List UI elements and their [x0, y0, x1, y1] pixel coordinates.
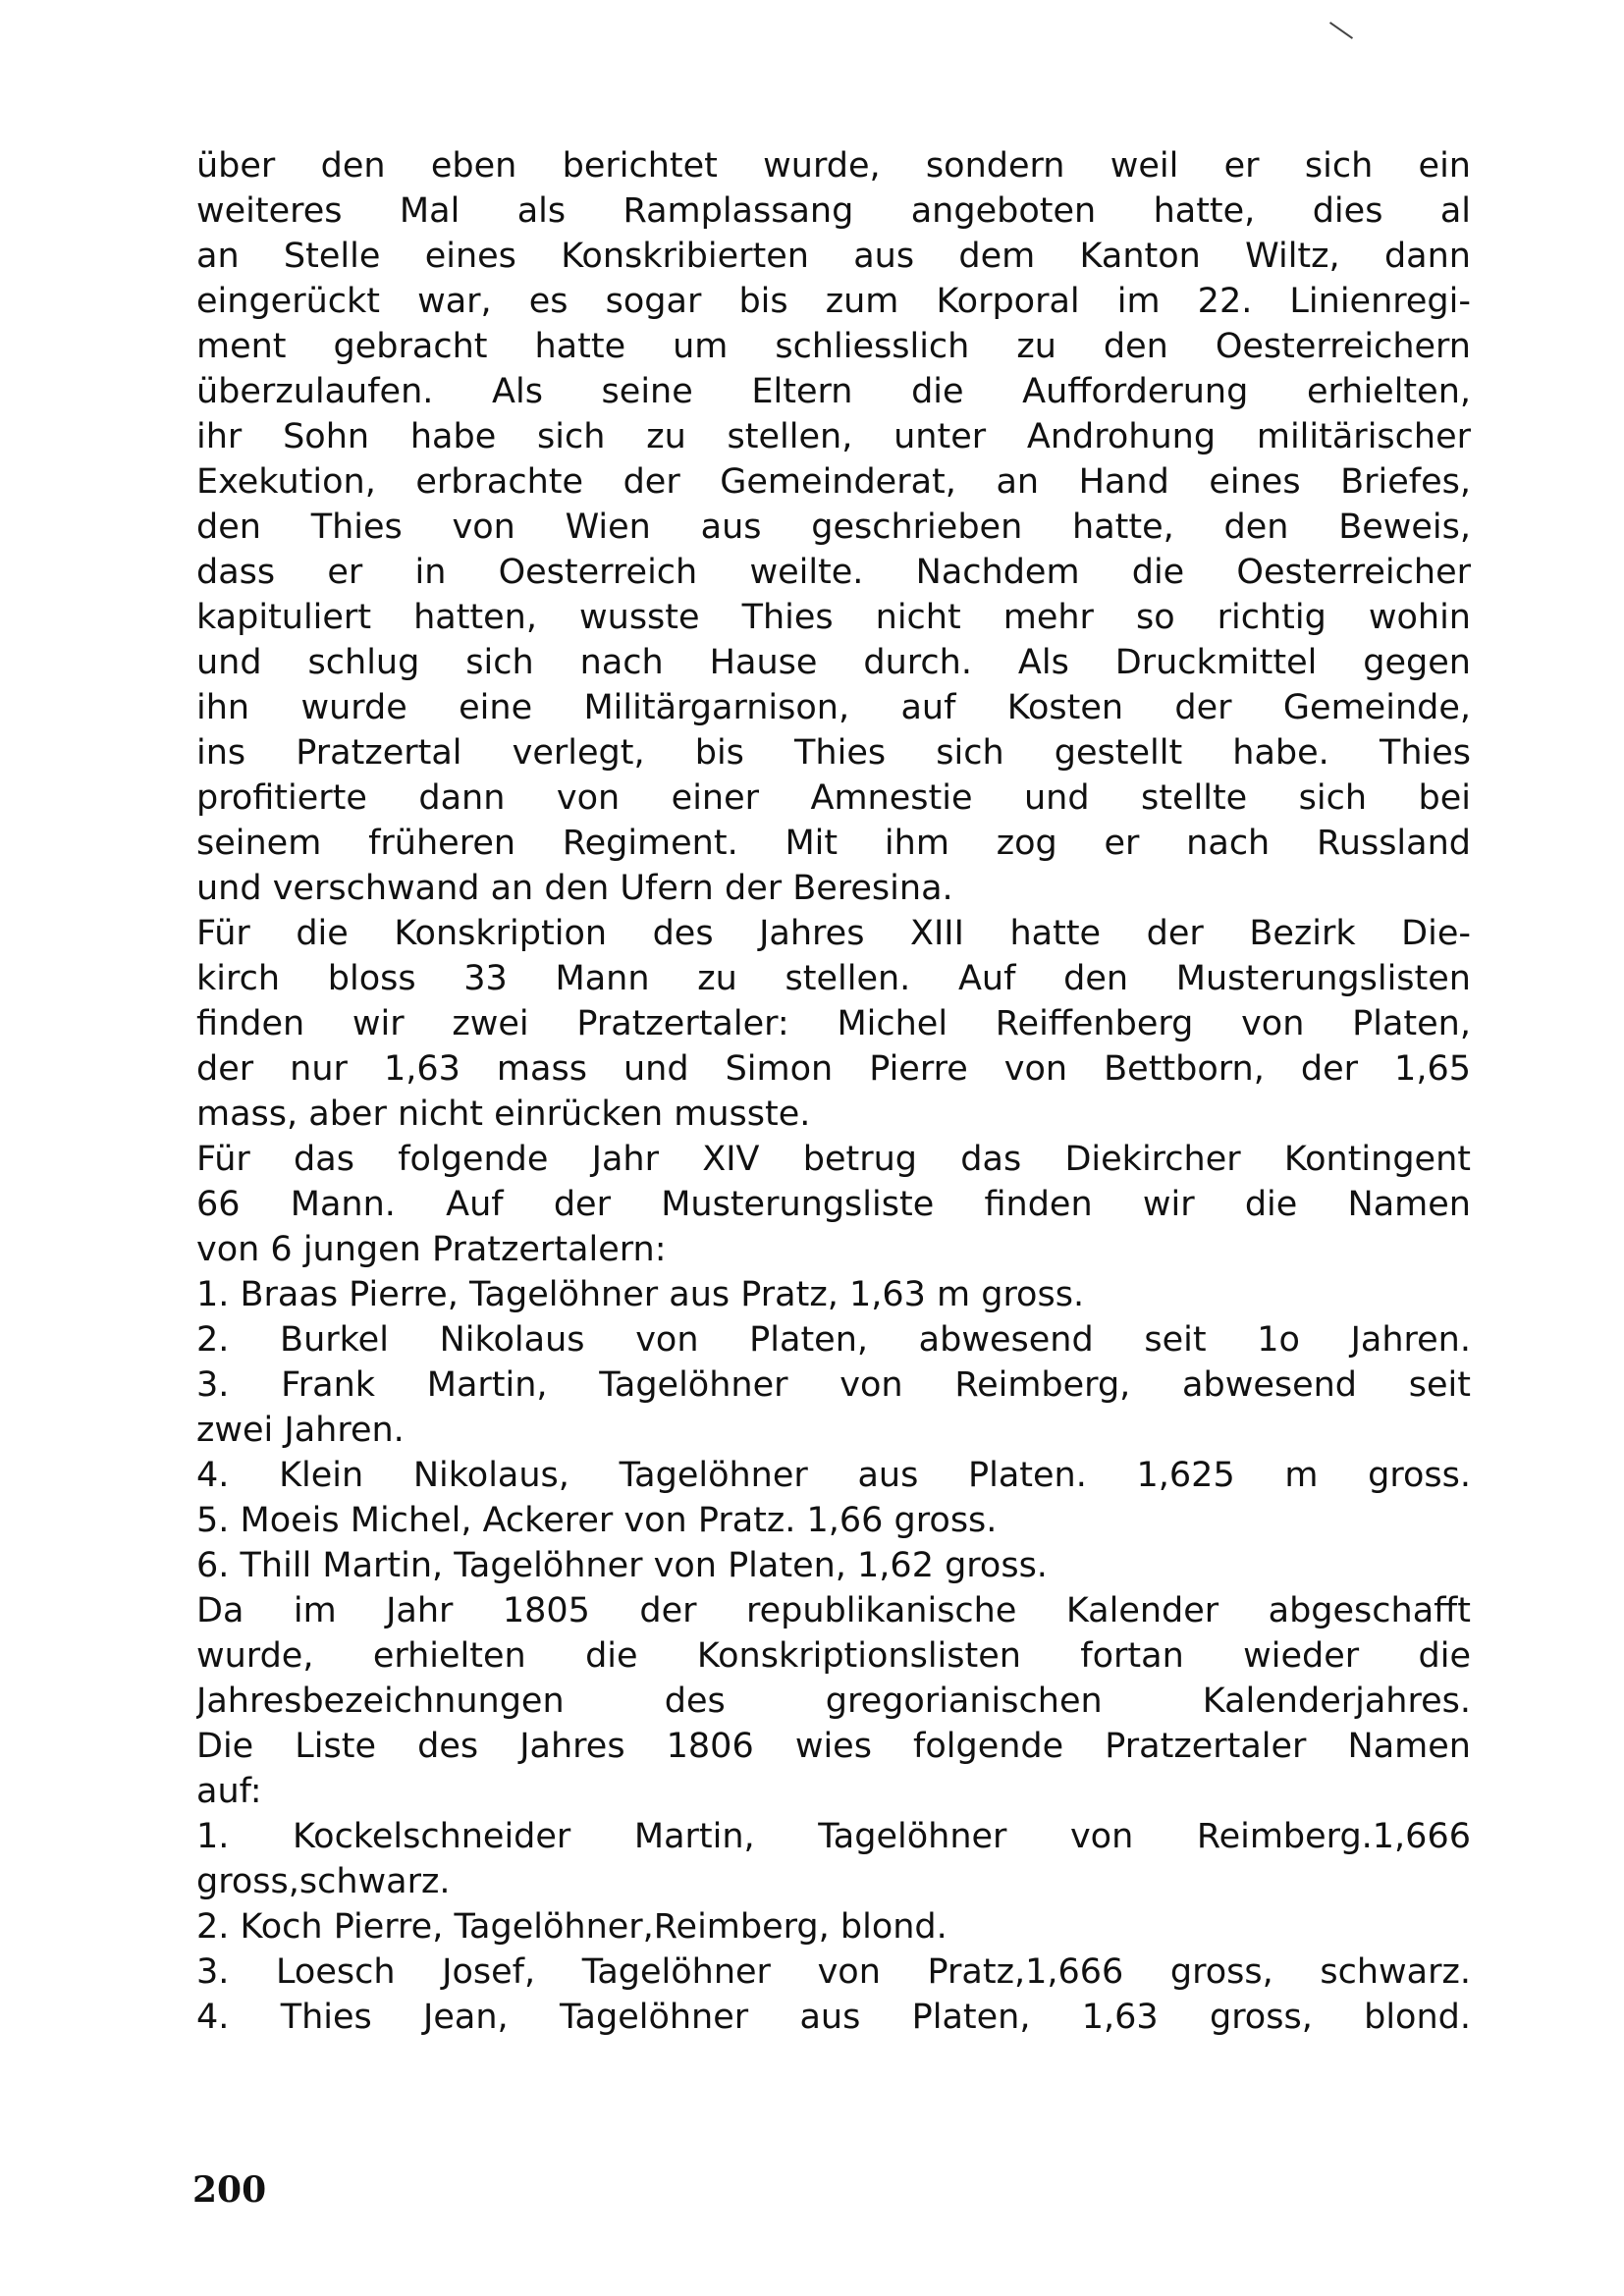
- text-line: wurde, erhielten die Konskriptionslisten fortan wieder die: [196, 1636, 1471, 1676]
- text-line: 6. Thill Martin, Tagelöhner von Platen, 1,62 gross.: [196, 1546, 1048, 1585]
- paragraph: [196, 1588, 1471, 1814]
- text-line: Jahresbezeichnungen des gregorianischen Kalenderjahres.: [196, 1682, 1471, 1721]
- text-line: ihr Sohn habe sich zu stellen, unter Androhung militärischer: [196, 417, 1471, 456]
- list-item: [196, 1814, 1471, 1904]
- text-line: den Thies von Wien aus geschrieben hatte, den Beweis,: [196, 507, 1471, 547]
- text-line: kirch bloss 33 Mann zu stellen. Auf den Musterungslisten: [196, 959, 1471, 998]
- text-line: kapituliert hatten, wusste Thies nicht mehr so richtig wohin: [196, 598, 1471, 637]
- text-line: 3. Frank Martin, Tagelöhner von Reimberg, abwesend seit: [196, 1365, 1471, 1405]
- text-line: und verschwand an den Ufern der Beresina.: [196, 869, 953, 908]
- text-line: finden wir zwei Pratzertaler: Michel Reiffenberg von Platen,: [196, 1004, 1471, 1043]
- list-item: [196, 1453, 1471, 1498]
- text-line: von 6 jungen Pratzertalern:: [196, 1230, 667, 1269]
- list-item: [196, 1498, 1471, 1543]
- corner-mark: [1329, 22, 1353, 39]
- text-line: 1. Braas Pierre, Tagelöhner aus Pratz, 1,63 m gross.: [196, 1275, 1085, 1314]
- text-line: der nur 1,63 mass und Simon Pierre von Bettborn, der 1,65: [196, 1049, 1471, 1089]
- text-line: eingerückt war, es sogar bis zum Korporal im 22. Linienregi-: [196, 282, 1471, 321]
- text-line: Da im Jahr 1805 der republikanische Kalender abgeschafft: [196, 1591, 1471, 1630]
- list-item: [196, 1272, 1471, 1317]
- text-line: ment gebracht hatte um schliesslich zu den Oesterreichern: [196, 327, 1471, 366]
- paragraph: [196, 143, 1471, 911]
- page-body: [196, 143, 1471, 2040]
- text-line: 3. Loesch Josef, Tagelöhner von Pratz,1,666 gross, schwarz.: [196, 1952, 1471, 1992]
- list-item: [196, 1317, 1471, 1362]
- text-line: Für das folgende Jahr XIV betrug das Diekircher Kontingent: [196, 1140, 1471, 1179]
- text-line: gross,schwarz.: [196, 1862, 451, 1901]
- text-line: überzulaufen. Als seine Eltern die Aufforderung erhielten,: [196, 372, 1471, 411]
- list-item: [196, 1543, 1471, 1588]
- list-item: [196, 1904, 1471, 1949]
- text-line: 4. Thies Jean, Tagelöhner aus Platen, 1,63 gross, blond.: [196, 1998, 1471, 2037]
- text-line: dass er in Oesterreich weilte. Nachdem die Oesterreicher: [196, 553, 1471, 592]
- text-line: 2. Burkel Nikolaus von Platen, abwesend seit 1o Jahren.: [196, 1320, 1471, 1360]
- text-line: mass, aber nicht einrücken musste.: [196, 1095, 811, 1134]
- list-item: [196, 1949, 1471, 1995]
- page-number: 200: [192, 2169, 267, 2211]
- text-line: 2. Koch Pierre, Tagelöhner,Reimberg, blond.: [196, 1907, 947, 1947]
- text-line: über den eben berichtet wurde, sondern weil er sich ein: [196, 146, 1471, 186]
- text-line: 66 Mann. Auf der Musterungsliste finden wir die Namen: [196, 1185, 1471, 1224]
- text-line: weiteres Mal als Ramplassang angeboten hatte, dies al: [196, 191, 1471, 231]
- text-line: Die Liste des Jahres 1806 wies folgende Pratzertaler Namen: [196, 1727, 1471, 1766]
- text-line: seinem früheren Regiment. Mit ihm zog er nach Russland: [196, 824, 1471, 863]
- text-line: profitierte dann von einer Amnestie und stellte sich bei: [196, 778, 1471, 818]
- text-line: und schlug sich nach Hause durch. Als Druckmittel gegen: [196, 643, 1471, 682]
- text-line: auf:: [196, 1772, 262, 1811]
- text-line: zwei Jahren.: [196, 1411, 405, 1450]
- text-line: ihn wurde eine Militärgarnison, auf Kosten der Gemeinde,: [196, 688, 1471, 727]
- text-line: 1. Kockelschneider Martin, Tagelöhner von Reimberg.1,666: [196, 1817, 1471, 1856]
- text-line: Für die Konskription des Jahres XIII hatte der Bezirk Die-: [196, 914, 1471, 953]
- paragraph: [196, 911, 1471, 1137]
- list-item: [196, 1995, 1471, 2040]
- text-line: 5. Moeis Michel, Ackerer von Pratz. 1,66 gross.: [196, 1501, 998, 1540]
- paragraph: [196, 1137, 1471, 1272]
- text-line: ins Pratzertal verlegt, bis Thies sich gestellt habe. Thies: [196, 733, 1471, 773]
- list-item: [196, 1362, 1471, 1453]
- text-line: an Stelle eines Konskribierten aus dem Kanton Wiltz, dann: [196, 237, 1471, 276]
- text-line: 4. Klein Nikolaus, Tagelöhner aus Platen. 1,625 m gross.: [196, 1456, 1471, 1495]
- text-line: Exekution, erbrachte der Gemeinderat, an Hand eines Briefes,: [196, 462, 1471, 502]
